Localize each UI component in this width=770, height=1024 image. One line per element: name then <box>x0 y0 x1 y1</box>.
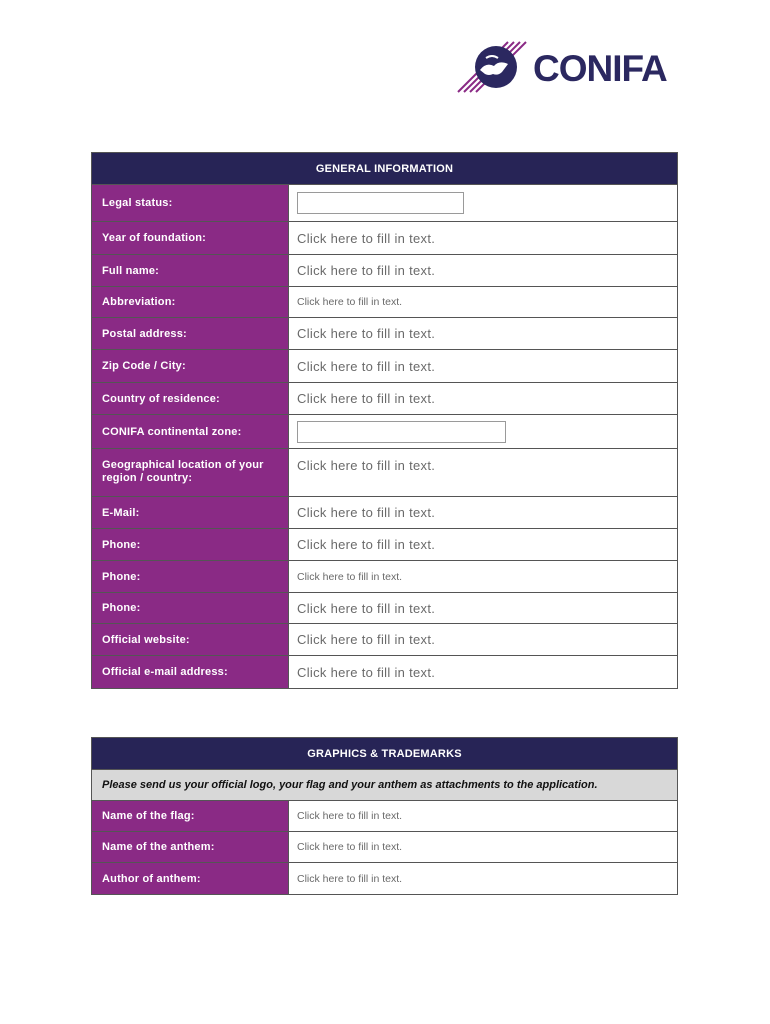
graphics-row <box>92 832 677 863</box>
conifa-emblem-icon <box>456 40 536 98</box>
fill-in-text-field[interactable]: Click here to fill in text. <box>289 222 677 254</box>
graphics-trademarks-table <box>91 737 678 895</box>
general-info-row <box>92 497 677 529</box>
logo-wordmark: CONIFA <box>533 48 667 89</box>
text-input-box[interactable] <box>297 421 506 443</box>
field-label: Geographical location of your region / country: <box>92 449 289 496</box>
fill-in-text-field[interactable]: Click here to fill in text. <box>289 656 677 688</box>
fill-in-text-field[interactable]: Click here to fill in text. <box>289 287 677 317</box>
general-info-row <box>92 185 677 222</box>
general-info-row <box>92 561 677 593</box>
field-value-cell <box>289 415 677 448</box>
fill-in-text-field[interactable]: Click here to fill in text. <box>289 318 677 349</box>
general-info-row <box>92 255 677 287</box>
field-label: Country of residence: <box>92 383 289 414</box>
general-info-row <box>92 383 677 415</box>
general-info-row <box>92 449 677 497</box>
graphics-row <box>92 863 677 894</box>
fill-in-text-field[interactable]: Click here to fill in text. <box>289 561 677 592</box>
fill-in-text-field[interactable]: Click here to fill in text. <box>289 863 677 894</box>
fill-in-text-field[interactable]: Click here to fill in text. <box>289 624 677 655</box>
fill-in-text-field[interactable]: Click here to fill in text. <box>289 593 677 623</box>
field-label: E-Mail: <box>92 497 289 528</box>
attachments-note: Please send us your official logo, your flag and your anthem as attachments to the application. <box>92 770 677 801</box>
general-info-row <box>92 656 677 688</box>
general-information-header: GENERAL INFORMATION <box>92 153 677 185</box>
field-label: Phone: <box>92 529 289 560</box>
field-label: Zip Code / City: <box>92 350 289 382</box>
fill-in-text-field[interactable]: Click here to fill in text. <box>289 255 677 286</box>
general-information-table <box>91 152 678 689</box>
field-label: Abbreviation: <box>92 287 289 317</box>
field-label: Official website: <box>92 624 289 655</box>
text-input-box[interactable] <box>297 192 464 214</box>
general-info-row <box>92 593 677 624</box>
field-label: Legal status: <box>92 185 289 221</box>
conifa-logo <box>456 40 681 98</box>
fill-in-text-field[interactable]: Click here to fill in text. <box>289 350 677 382</box>
graphics-row <box>92 801 677 832</box>
fill-in-text-field[interactable]: Click here to fill in text. <box>289 449 677 496</box>
field-label: Name of the anthem: <box>92 832 289 862</box>
fill-in-text-field[interactable]: Click here to fill in text. <box>289 832 677 862</box>
graphics-trademarks-header: GRAPHICS & TRADEMARKS <box>92 738 677 770</box>
general-info-row <box>92 318 677 350</box>
field-label: Year of foundation: <box>92 222 289 254</box>
field-label: Postal address: <box>92 318 289 349</box>
field-label: Full name: <box>92 255 289 286</box>
general-info-row <box>92 350 677 383</box>
field-label: Official e-mail address: <box>92 656 289 688</box>
general-info-row <box>92 222 677 255</box>
general-info-row <box>92 529 677 561</box>
general-info-row <box>92 287 677 318</box>
fill-in-text-field[interactable]: Click here to fill in text. <box>289 497 677 528</box>
field-label: Name of the flag: <box>92 801 289 831</box>
field-label: CONIFA continental zone: <box>92 415 289 448</box>
field-label: Phone: <box>92 561 289 592</box>
field-label: Author of anthem: <box>92 863 289 894</box>
general-info-row <box>92 624 677 656</box>
field-value-cell <box>289 185 677 221</box>
fill-in-text-field[interactable]: Click here to fill in text. <box>289 801 677 831</box>
general-info-row <box>92 415 677 449</box>
field-label: Phone: <box>92 593 289 623</box>
fill-in-text-field[interactable]: Click here to fill in text. <box>289 529 677 560</box>
fill-in-text-field[interactable]: Click here to fill in text. <box>289 383 677 414</box>
